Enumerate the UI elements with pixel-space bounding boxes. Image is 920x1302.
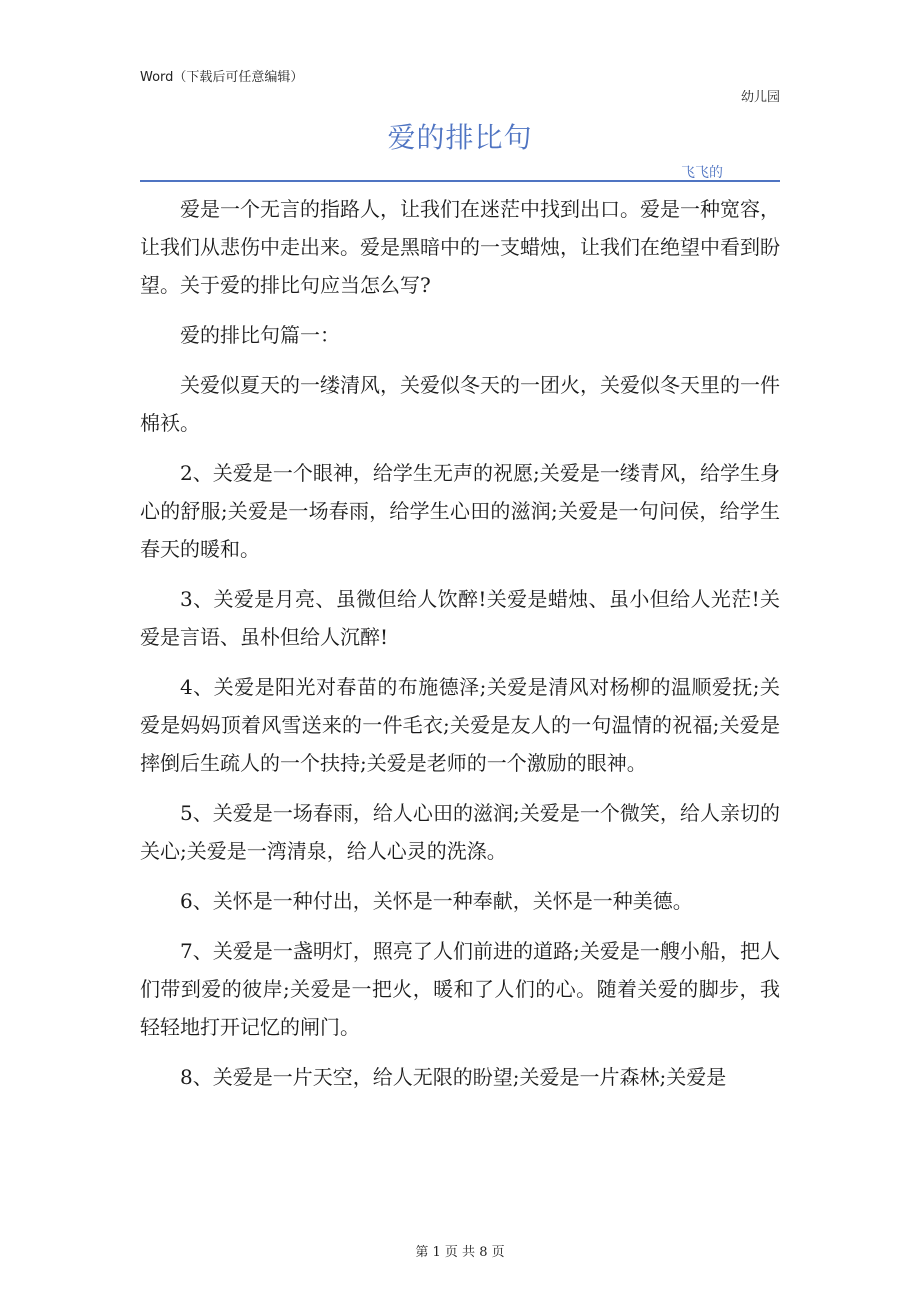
document-body <box>140 190 780 1108</box>
header-source-note: Word（下载后可任意编辑） <box>140 70 304 85</box>
page-number: 第 1 页 共 8 页 <box>415 1245 505 1260</box>
paragraph: 关爱似夏天的一缕清风，关爱似冬天的一团火，关爱似冬天里的一件棉袄。 <box>140 373 780 435</box>
paragraph: 4、关爱是阳光对春苗的布施德泽;关爱是清风对杨柳的温顺爱抚;关爱是妈妈顶着风雪送来的一件毛衣;关爱是友人的一句温情的祝福;关爱是摔倒后生疏人的一个扶持;关爱是老师的一个激励的眼神。 <box>140 675 780 775</box>
header-category: 幼儿园 <box>740 90 780 105</box>
paragraph: 爱的排比句篇一： <box>180 323 340 347</box>
paragraph: 6、关怀是一种付出，关怀是一种奉献，关怀是一种美德。 <box>180 889 693 913</box>
paragraph: 爱是一个无言的指路人，让我们在迷茫中找到出口。爱是一种宽容，让我们从悲伤中走出来。爱是黑暗中的一支蜡烛，让我们在绝望中看到盼望。关于爱的排比句应当怎么写? <box>140 197 780 297</box>
paragraph: 5、关爱是一场春雨，给人心田的滋润;关爱是一个微笑，给人亲切的关心;关爱是一湾清泉，给人心灵的洗涤。 <box>140 801 780 863</box>
paragraph: 8、关爱是一片天空，给人无限的盼望;关爱是一片森林;关爱是 <box>180 1065 727 1089</box>
paragraph: 7、关爱是一盏明灯，照亮了人们前进的道路;关爱是一艘小船，把人们带到爱的彼岸;关爱是一把火，暖和了人们的心。随着关爱的脚步，我轻轻地打开记忆的闸门。 <box>140 939 780 1039</box>
paragraph: 3、关爱是月亮、虽微但给人饮醉!关爱是蜡烛、虽小但给人光茫!关爱是言语、虽朴但给人沉醉! <box>140 587 780 649</box>
document-title: 爱的排比句 <box>387 121 533 154</box>
paragraph: 2、关爱是一个眼神，给学生无声的祝愿;关爱是一缕青风，给学生身心的舒服;关爱是一场春雨，给学生心田的滋润;关爱是一句问侯，给学生春天的暖和。 <box>140 461 780 561</box>
author-name: 飞飞的 <box>681 165 723 181</box>
title-divider <box>140 180 780 182</box>
